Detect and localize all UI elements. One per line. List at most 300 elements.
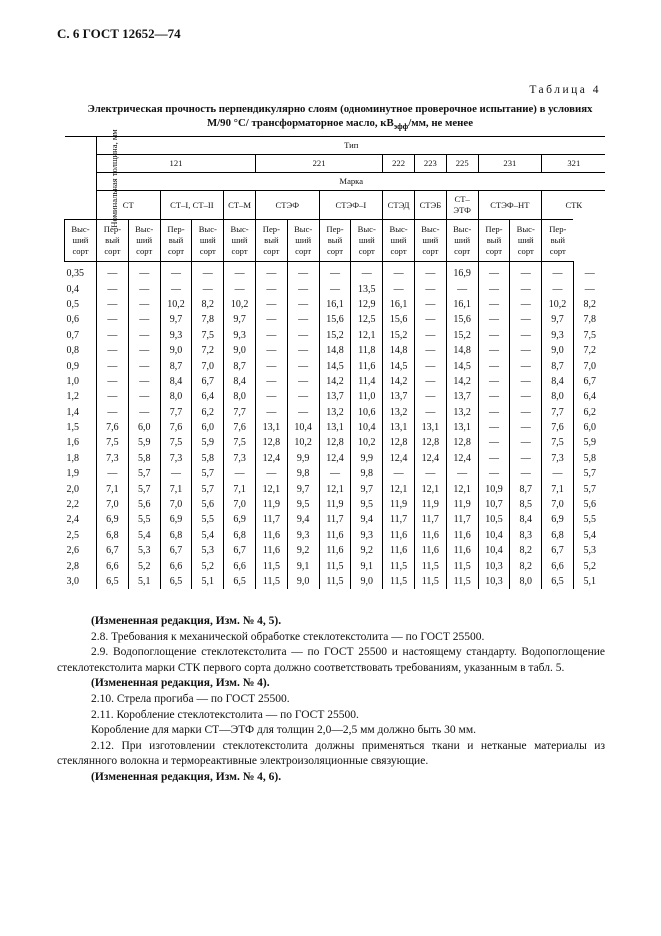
value-cell: 6,2 — [192, 405, 224, 420]
caption-line1: Электрическая прочность перпендикулярно слоям (одноминутное проверочное испытание) в условиях — [87, 103, 593, 115]
thickness-cell: 2,2 — [66, 499, 79, 511]
value-cell: 5,6 — [192, 497, 224, 512]
value-cell: — — [478, 343, 510, 358]
value-cell: — — [319, 281, 351, 296]
type-cell: 225 — [446, 155, 478, 173]
value-cell: 5,9 — [192, 435, 224, 450]
value-cell: — — [542, 262, 574, 282]
value-cell: 9,1 — [287, 558, 319, 573]
value-cell: — — [383, 281, 415, 296]
table-row — [65, 328, 606, 343]
value-cell: 8,0 — [510, 574, 542, 589]
value-cell: — — [128, 343, 160, 358]
sort-header-cell: Выс-ший сорт — [287, 220, 319, 262]
value-cell: 15,6 — [383, 312, 415, 327]
value-cell: 13,2 — [446, 405, 478, 420]
value-cell: — — [510, 405, 542, 420]
value-cell: 9,4 — [351, 512, 383, 527]
brand-cell: СТ — [97, 191, 161, 220]
value-cell: 11,0 — [351, 389, 383, 404]
table-row — [65, 466, 606, 481]
value-cell: 9,7 — [351, 481, 383, 496]
value-cell: 7,7 — [542, 405, 574, 420]
value-cell: 7,5 — [160, 435, 192, 450]
value-cell: 6,5 — [224, 574, 256, 589]
type-cell: 221 — [255, 155, 382, 173]
value-cell: 6,7 — [542, 543, 574, 558]
value-cell: 9,9 — [287, 451, 319, 466]
value-cell: 11,6 — [446, 528, 478, 543]
value-cell: 9,3 — [160, 328, 192, 343]
sort-header-cell: Выс-ший сорт — [414, 220, 446, 262]
value-cell: 11,7 — [319, 512, 351, 527]
value-cell: 9,7 — [542, 312, 574, 327]
value-cell: — — [192, 281, 224, 296]
value-cell: — — [255, 389, 287, 404]
value-cell: 7,5 — [542, 435, 574, 450]
value-cell: 6,9 — [160, 512, 192, 527]
value-cell: 7,1 — [160, 481, 192, 496]
value-cell: 7,0 — [224, 497, 256, 512]
value-cell: 8,7 — [224, 358, 256, 373]
value-cell: 5,3 — [573, 543, 605, 558]
value-cell: 12,1 — [255, 481, 287, 496]
value-cell: — — [97, 343, 129, 358]
note-paragraph: 2.9. Водопоглощение стеклотекстолита — по ГОСТ 25500 и настоящему стандарту. Водопоглощение стеклотекстолита марки СТК первого сорта должно соответствовать требованиям, указанным в табл. 5. — [57, 646, 605, 674]
value-cell: 8,0 — [160, 389, 192, 404]
value-cell: — — [414, 281, 446, 296]
value-cell: — — [97, 374, 129, 389]
value-cell: — — [255, 358, 287, 373]
value-cell: 8,2 — [510, 543, 542, 558]
value-cell: 11,6 — [255, 528, 287, 543]
value-cell: 13,2 — [319, 405, 351, 420]
value-cell: 7,1 — [97, 481, 129, 496]
value-cell: 6,2 — [573, 405, 605, 420]
value-cell: 7,6 — [160, 420, 192, 435]
value-cell: 9,7 — [287, 481, 319, 496]
value-cell: — — [414, 374, 446, 389]
value-cell: 11,5 — [255, 574, 287, 589]
sort-header-cell: Пер-вый сорт — [255, 220, 287, 262]
value-cell: 5,5 — [573, 512, 605, 527]
value-cell: 12,1 — [446, 481, 478, 496]
value-cell: 11,7 — [383, 512, 415, 527]
value-cell: 9,3 — [287, 528, 319, 543]
table-row — [65, 528, 606, 543]
value-cell: 12,4 — [414, 451, 446, 466]
value-cell: 12,4 — [446, 451, 478, 466]
value-cell: 8,7 — [510, 481, 542, 496]
value-cell: 6,8 — [160, 528, 192, 543]
table-row — [65, 281, 606, 296]
value-cell: — — [542, 466, 574, 481]
value-cell: 11,7 — [446, 512, 478, 527]
value-cell: 11,5 — [319, 574, 351, 589]
value-cell: 12,1 — [383, 481, 415, 496]
value-cell: — — [478, 420, 510, 435]
value-cell: — — [478, 262, 510, 282]
type-cell: 222 — [383, 155, 415, 173]
value-cell: 8,4 — [160, 374, 192, 389]
brand-header: Марка — [97, 173, 606, 191]
value-cell: — — [542, 281, 574, 296]
value-cell: — — [97, 297, 129, 312]
value-cell: 5,7 — [573, 466, 605, 481]
thickness-cell: 3,0 — [66, 576, 79, 587]
brand-cell: СТЭФ — [255, 191, 319, 220]
value-cell: — — [573, 281, 605, 296]
thickness-cell: 0,4 — [66, 283, 79, 295]
brand-cell: СТК — [542, 191, 606, 220]
type-cell: 231 — [478, 155, 542, 173]
value-cell: 10,4 — [478, 528, 510, 543]
value-cell: 9,5 — [351, 497, 383, 512]
value-cell: 11,7 — [414, 512, 446, 527]
value-cell: 10,3 — [478, 558, 510, 573]
table-row — [65, 262, 606, 282]
value-cell: 10,2 — [542, 297, 574, 312]
type-cell: 321 — [542, 155, 606, 173]
value-cell: 16,1 — [383, 297, 415, 312]
thickness-cell: 0,7 — [66, 329, 79, 341]
thickness-cell: 2,0 — [66, 483, 79, 495]
value-cell: — — [510, 389, 542, 404]
value-cell: 11,6 — [446, 543, 478, 558]
value-cell: 7,1 — [224, 481, 256, 496]
value-cell: 5,2 — [573, 558, 605, 573]
value-cell: 14,5 — [383, 358, 415, 373]
value-cell: — — [573, 262, 605, 282]
value-cell: 11,5 — [255, 558, 287, 573]
value-cell: — — [446, 281, 478, 296]
caption-line2a: M/90 °С/ трансформаторное масло, кВ — [206, 117, 394, 129]
value-cell: 11,5 — [446, 558, 478, 573]
value-cell: 6,6 — [160, 558, 192, 573]
value-cell: 5,4 — [573, 528, 605, 543]
value-cell: 7,6 — [224, 420, 256, 435]
note-paragraph: 2.11. Коробление стеклотекстолита — по ГОСТ 25500. — [91, 708, 359, 721]
value-cell: 13,7 — [383, 389, 415, 404]
value-cell: — — [255, 312, 287, 327]
value-cell: 5,3 — [192, 543, 224, 558]
value-cell: — — [128, 281, 160, 296]
value-cell: 15,2 — [446, 328, 478, 343]
value-cell: — — [97, 281, 129, 296]
value-cell: — — [255, 374, 287, 389]
value-cell: 6,5 — [97, 574, 129, 589]
value-cell: 9,1 — [351, 558, 383, 573]
value-cell: — — [478, 312, 510, 327]
note-paragraph: 2.10. Стрела прогиба — по ГОСТ 25500. — [91, 692, 290, 705]
value-cell: 10,5 — [478, 512, 510, 527]
table-row — [65, 389, 606, 404]
value-cell: 12,4 — [319, 451, 351, 466]
thickness-cell: 1,6 — [66, 437, 79, 449]
value-cell: 7,0 — [97, 497, 129, 512]
value-cell: 10,4 — [351, 420, 383, 435]
value-cell: — — [510, 358, 542, 373]
table-row — [65, 451, 606, 466]
sort-header-cell: Выс-ший сорт — [351, 220, 383, 262]
value-cell: 7,5 — [224, 435, 256, 450]
value-cell: — — [97, 328, 129, 343]
value-cell: 12,8 — [414, 435, 446, 450]
brand-cell: СТЭФ–I — [319, 191, 383, 220]
sort-header-cell: Пер-вый сорт — [319, 220, 351, 262]
thickness-cell: 0,35 — [66, 268, 84, 280]
value-cell: — — [287, 262, 319, 282]
table-row — [65, 358, 606, 373]
value-cell: 9,7 — [160, 312, 192, 327]
value-cell: 7,3 — [542, 451, 574, 466]
value-cell: 15,2 — [319, 328, 351, 343]
value-cell: — — [414, 262, 446, 282]
value-cell: 12,1 — [351, 328, 383, 343]
value-cell: 6,0 — [573, 420, 605, 435]
value-cell: 12,8 — [383, 435, 415, 450]
value-cell: 11,6 — [319, 528, 351, 543]
value-cell: 11,7 — [255, 512, 287, 527]
value-cell: — — [510, 262, 542, 282]
value-cell: 6,6 — [97, 558, 129, 573]
value-cell: 10,4 — [287, 420, 319, 435]
value-cell: 13,1 — [255, 420, 287, 435]
value-cell: 13,1 — [319, 420, 351, 435]
thickness-cell: 0,5 — [66, 298, 79, 310]
value-cell: 5,6 — [573, 497, 605, 512]
value-cell: 11,9 — [383, 497, 415, 512]
value-cell: — — [383, 262, 415, 282]
value-cell: — — [414, 358, 446, 373]
value-cell: — — [128, 297, 160, 312]
value-cell: 5,4 — [128, 528, 160, 543]
value-cell: 6,5 — [160, 574, 192, 589]
value-cell: 7,7 — [160, 405, 192, 420]
value-cell: 14,2 — [383, 374, 415, 389]
value-cell: 7,2 — [573, 343, 605, 358]
value-cell: 14,2 — [446, 374, 478, 389]
value-cell: 10,2 — [351, 435, 383, 450]
value-cell: 13,7 — [446, 389, 478, 404]
thickness-cell: 0,6 — [66, 314, 79, 326]
value-cell: 11,8 — [351, 343, 383, 358]
brand-cell: СТЭФ–НТ — [478, 191, 542, 220]
thickness-cell: 2,4 — [66, 514, 79, 526]
table-row — [65, 374, 606, 389]
value-cell: 5,9 — [128, 435, 160, 450]
value-cell: 13,2 — [383, 405, 415, 420]
value-cell: 10,7 — [478, 497, 510, 512]
value-cell: — — [128, 358, 160, 373]
value-cell: 8,7 — [160, 358, 192, 373]
value-cell: 12,9 — [351, 297, 383, 312]
value-cell: — — [510, 343, 542, 358]
value-cell: 5,6 — [128, 497, 160, 512]
value-cell: — — [287, 389, 319, 404]
value-cell: — — [478, 389, 510, 404]
value-cell: — — [287, 358, 319, 373]
thickness-cell: 1,8 — [66, 452, 79, 464]
value-cell: 10,2 — [224, 297, 256, 312]
value-cell: 5,7 — [128, 481, 160, 496]
value-cell: — — [510, 466, 542, 481]
thickness-header — [65, 128, 119, 228]
value-cell: — — [414, 328, 446, 343]
thickness-cell: 0,9 — [66, 360, 79, 372]
value-cell: — — [255, 405, 287, 420]
value-cell: 7,2 — [192, 343, 224, 358]
value-cell: — — [414, 466, 446, 481]
value-cell: 9,9 — [351, 451, 383, 466]
value-cell: 5,2 — [192, 558, 224, 573]
sort-header-cell: Выс-ший сорт — [510, 220, 542, 262]
table-number: Таблица 4 — [529, 84, 601, 96]
value-cell: — — [97, 358, 129, 373]
brand-cell: СТЭД — [383, 191, 415, 220]
value-cell: 9,4 — [287, 512, 319, 527]
value-cell: — — [510, 281, 542, 296]
value-cell: — — [510, 312, 542, 327]
value-cell: — — [128, 328, 160, 343]
caption-sub: эфф — [393, 122, 409, 132]
brand-cell: СТ–ЭТФ — [446, 191, 478, 220]
sort-header-cell: Выс-ший сорт — [224, 220, 256, 262]
table-row — [65, 420, 606, 435]
value-cell: 6,6 — [224, 558, 256, 573]
note-paragraph: 2.8. Требования к механической обработке стеклотекстолита — по ГОСТ 25500. — [91, 630, 485, 643]
value-cell: — — [414, 343, 446, 358]
value-cell: 11,5 — [446, 574, 478, 589]
value-cell: — — [160, 281, 192, 296]
notes-section — [57, 614, 605, 786]
sort-header-cell: Выс-ший сорт — [192, 220, 224, 262]
note-paragraph: Коробление для марки СТ—ЭТФ для толщин 2,0—2,5 мм должно быть 30 мм. — [91, 724, 476, 737]
value-cell: 7,5 — [192, 328, 224, 343]
value-cell: — — [478, 435, 510, 450]
value-cell: — — [510, 328, 542, 343]
value-cell: 7,8 — [573, 312, 605, 327]
sort-header-cell: Выс-ший сорт — [65, 220, 97, 262]
value-cell: — — [510, 297, 542, 312]
value-cell: — — [160, 466, 192, 481]
value-cell: 5,5 — [192, 512, 224, 527]
value-cell: — — [192, 262, 224, 282]
page-header: С. 6 ГОСТ 12652—74 — [57, 26, 181, 41]
value-cell: 11,9 — [446, 497, 478, 512]
value-cell: — — [97, 262, 129, 282]
value-cell: 9,0 — [160, 343, 192, 358]
value-cell: 9,3 — [351, 528, 383, 543]
sort-header-cell: Пер-вый сорт — [542, 220, 574, 262]
value-cell: 8,4 — [510, 512, 542, 527]
value-cell: 6,7 — [192, 374, 224, 389]
value-cell: 7,8 — [192, 312, 224, 327]
value-cell: 5,9 — [573, 435, 605, 450]
value-cell: 6,4 — [192, 389, 224, 404]
table-row — [65, 481, 606, 496]
value-cell: 12,4 — [255, 451, 287, 466]
value-cell: 11,6 — [383, 543, 415, 558]
value-cell: 11,5 — [319, 558, 351, 573]
value-cell: 6,0 — [192, 420, 224, 435]
value-cell: 12,1 — [319, 481, 351, 496]
value-cell: 7,0 — [192, 358, 224, 373]
value-cell: 8,2 — [510, 558, 542, 573]
value-cell: 6,8 — [542, 528, 574, 543]
strength-table — [64, 128, 605, 589]
value-cell: 15,2 — [383, 328, 415, 343]
value-cell: — — [128, 312, 160, 327]
value-cell: 7,0 — [160, 497, 192, 512]
value-cell: 8,4 — [542, 374, 574, 389]
value-cell: 8,3 — [510, 528, 542, 543]
value-cell: 11,9 — [319, 497, 351, 512]
value-cell: — — [255, 262, 287, 282]
value-cell: 6,6 — [542, 558, 574, 573]
value-cell: 9,0 — [351, 574, 383, 589]
value-cell: — — [446, 466, 478, 481]
value-cell: 16,9 — [446, 262, 478, 282]
sort-header-cell: Выс-ший сорт — [128, 220, 160, 262]
value-cell: — — [287, 312, 319, 327]
value-cell: 5,7 — [192, 466, 224, 481]
value-cell: 12,1 — [414, 481, 446, 496]
value-cell: 11,5 — [414, 558, 446, 573]
table-row — [65, 435, 606, 450]
table-row — [65, 497, 606, 512]
value-cell: — — [160, 262, 192, 282]
value-cell: — — [510, 451, 542, 466]
value-cell: — — [510, 420, 542, 435]
value-cell: 8,0 — [224, 389, 256, 404]
value-cell: 5,7 — [128, 466, 160, 481]
value-cell: 11,5 — [383, 574, 415, 589]
value-cell: 13,1 — [383, 420, 415, 435]
value-cell: 8,2 — [573, 297, 605, 312]
brand-cell: СТЭБ — [414, 191, 446, 220]
value-cell: — — [255, 297, 287, 312]
value-cell: 5,7 — [573, 481, 605, 496]
value-cell: — — [255, 328, 287, 343]
value-cell: 8,0 — [542, 389, 574, 404]
value-cell: — — [97, 389, 129, 404]
value-cell: — — [414, 389, 446, 404]
value-cell: — — [414, 405, 446, 420]
value-cell: — — [128, 374, 160, 389]
value-cell: — — [97, 405, 129, 420]
value-cell: — — [478, 281, 510, 296]
value-cell: — — [255, 281, 287, 296]
table-row — [65, 405, 606, 420]
value-cell: — — [478, 405, 510, 420]
table-caption — [70, 102, 610, 134]
value-cell: 9,8 — [287, 466, 319, 481]
value-cell: 6,7 — [160, 543, 192, 558]
value-cell: — — [255, 343, 287, 358]
value-cell: — — [414, 297, 446, 312]
table-row — [65, 574, 606, 589]
table-row — [65, 297, 606, 312]
note-paragraph: (Измененная редакция, Изм. № 4). — [91, 677, 270, 690]
value-cell: 5,8 — [192, 451, 224, 466]
value-cell: — — [287, 405, 319, 420]
value-cell: 9,7 — [224, 312, 256, 327]
thickness-cell: 1,2 — [66, 391, 79, 403]
value-cell: 7,7 — [224, 405, 256, 420]
value-cell: — — [478, 328, 510, 343]
value-cell: 5,1 — [128, 574, 160, 589]
